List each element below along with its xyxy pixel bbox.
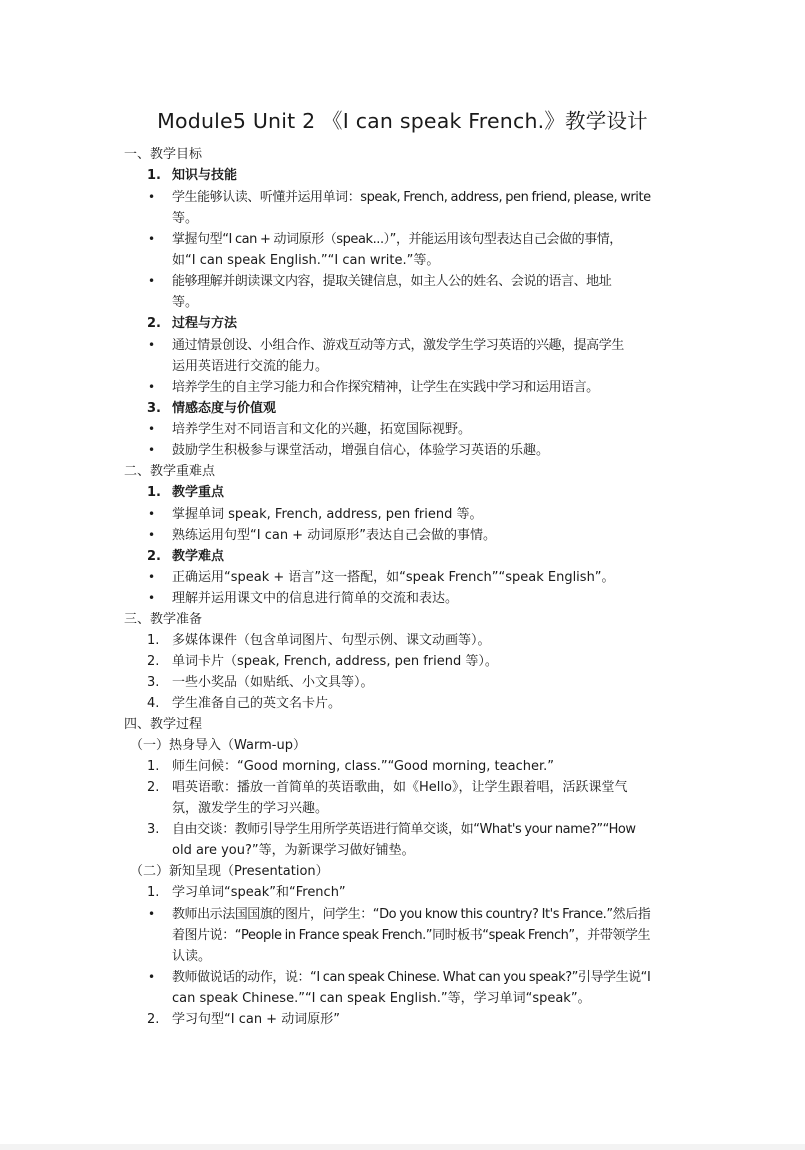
list-item-text: 教师出示法国国旗的图片，问学生：“Do you know this country? It's France.”然后指 — [172, 907, 651, 922]
list-number: 4. — [147, 696, 160, 711]
list-item-text: 学习单词“speak”和“French” — [172, 885, 346, 900]
list-item-text: 正确运用“speak + 语言”这一搭配，如“speak French”“speak English”。 — [172, 570, 615, 585]
list-item-text: 自由交谈：教师引导学生用所学英语进行简单交谈，如“What's your name?”“How — [172, 822, 636, 837]
list-item-text: 熟练运用句型“I can + 动词原形”表达自己会做的事情。 — [172, 528, 496, 543]
list-number: 2. — [147, 780, 160, 795]
subheading-process-methods: 过程与方法 — [172, 316, 238, 331]
list-item-text: old are you?”等，为新课学习做好铺垫。 — [172, 843, 415, 858]
subheading-key-points: 教学重点 — [172, 485, 225, 500]
bullet: • — [148, 443, 156, 457]
list-item-text: 师生问候：“Good morning, class.”“Good morning, teacher.” — [172, 759, 555, 774]
subheading-number: 2. — [147, 316, 161, 331]
list-number: 2. — [147, 1012, 160, 1027]
bullet: • — [148, 274, 156, 288]
list-item-text: 学习句型“I can + 动词原形” — [172, 1012, 340, 1027]
subheading-difficulties: 教学难点 — [172, 549, 225, 564]
list-item-text: 学生准备自己的英文名卡片。 — [172, 696, 342, 711]
subheading-number: 1. — [147, 485, 161, 500]
list-item-text: 认读。 — [172, 949, 212, 964]
list-item-text: 单词卡片（speak, French, address, pen friend 等）。 — [172, 654, 498, 669]
list-number: 2. — [147, 654, 160, 669]
bullet: • — [148, 422, 156, 436]
list-item-text: 学生能够认读、听懂并运用单词：speak, French, address, pen friend, please, write — [172, 190, 651, 205]
bullet: • — [148, 338, 156, 352]
section-heading-process: 四、教学过程 — [124, 717, 203, 732]
list-number: 1. — [147, 759, 160, 774]
list-item-text: 运用英语进行交流的能力。 — [172, 359, 329, 374]
list-number: 1. — [147, 633, 160, 648]
part-heading-presentation: （二）新知呈现（Presentation） — [130, 864, 329, 879]
subheading-attitudes-values: 情感态度与价值观 — [172, 401, 277, 416]
part-heading-warm-up: （一）热身导入（Warm-up） — [130, 738, 306, 753]
list-item-text: 唱英语歌：播放一首简单的英语歌曲，如《Hello》，让学生跟着唱，活跃课堂气 — [172, 780, 628, 795]
subheading-number: 1. — [147, 168, 161, 183]
bullet: • — [148, 591, 156, 605]
list-number: 3. — [147, 822, 160, 837]
section-heading-key-points: 二、教学重难点 — [124, 464, 216, 479]
list-item-text: 氛，激发学生的学习兴趣。 — [172, 801, 329, 816]
section-heading-objectives: 一、教学目标 — [124, 147, 203, 162]
list-item-text: 掌握单词 speak, French, address, pen friend 等。 — [172, 507, 483, 522]
subheading-number: 2. — [147, 549, 161, 564]
bullet: • — [148, 507, 156, 521]
list-item-text: 掌握句型“I can + 动词原形（speak...）”，并能运用该句型表达自己会做的事情， — [172, 232, 622, 247]
list-item-text: 鼓励学生积极参与课堂活动，增强自信心，体验学习英语的乐趣。 — [172, 443, 550, 458]
bullet: • — [148, 907, 156, 921]
bullet: • — [148, 190, 156, 204]
list-item-text: 教师做说话的动作，说：“I can speak Chinese. What can you speak?”引导学生说“I — [172, 970, 651, 985]
subheading-number: 3. — [147, 401, 161, 416]
bullet: • — [148, 380, 156, 394]
list-item-text: 多媒体课件（包含单词图片、句型示例、课文动画等）。 — [172, 633, 491, 648]
bullet: • — [148, 970, 156, 984]
list-item-text: 着图片说：“People in France speak French.”同时板书“speak French”，并带领学生 — [172, 928, 651, 943]
list-item-text: 通过情景创设、小组合作、游戏互动等方式，激发学生学习英语的兴趣，提高学生 — [172, 338, 624, 353]
document-title: Module5 Unit 2 《I can speak French.》教学设计 — [157, 109, 648, 133]
list-number: 3. — [147, 675, 160, 690]
list-item-text: 一些小奖品（如贴纸、小文具等）。 — [172, 675, 374, 690]
bullet: • — [148, 570, 156, 584]
list-item-text: 如“I can speak English.”“I can write.”等。 — [172, 253, 440, 268]
list-item-text: can speak Chinese.”“I can speak English.”等，学习单词“speak”。 — [172, 991, 591, 1006]
list-item-text: 能够理解并朗读课文内容，提取关键信息，如主人公的姓名、会说的语言、地址 — [172, 274, 612, 289]
subheading-knowledge-skills: 知识与技能 — [172, 168, 238, 183]
section-heading-preparation: 三、教学准备 — [124, 612, 203, 627]
list-item-text: 等。 — [172, 211, 199, 226]
bullet: • — [148, 232, 156, 246]
list-item-text: 等。 — [172, 295, 199, 310]
list-item-text: 培养学生对不同语言和文化的兴趣，拓宽国际视野。 — [172, 422, 472, 437]
bullet: • — [148, 528, 156, 542]
list-item-text: 培养学生的自主学习能力和合作探究精神，让学生在实践中学习和运用语言。 — [172, 380, 599, 395]
list-number: 1. — [147, 885, 160, 900]
list-item-text: 理解并运用课文中的信息进行简单的交流和表达。 — [172, 591, 459, 606]
